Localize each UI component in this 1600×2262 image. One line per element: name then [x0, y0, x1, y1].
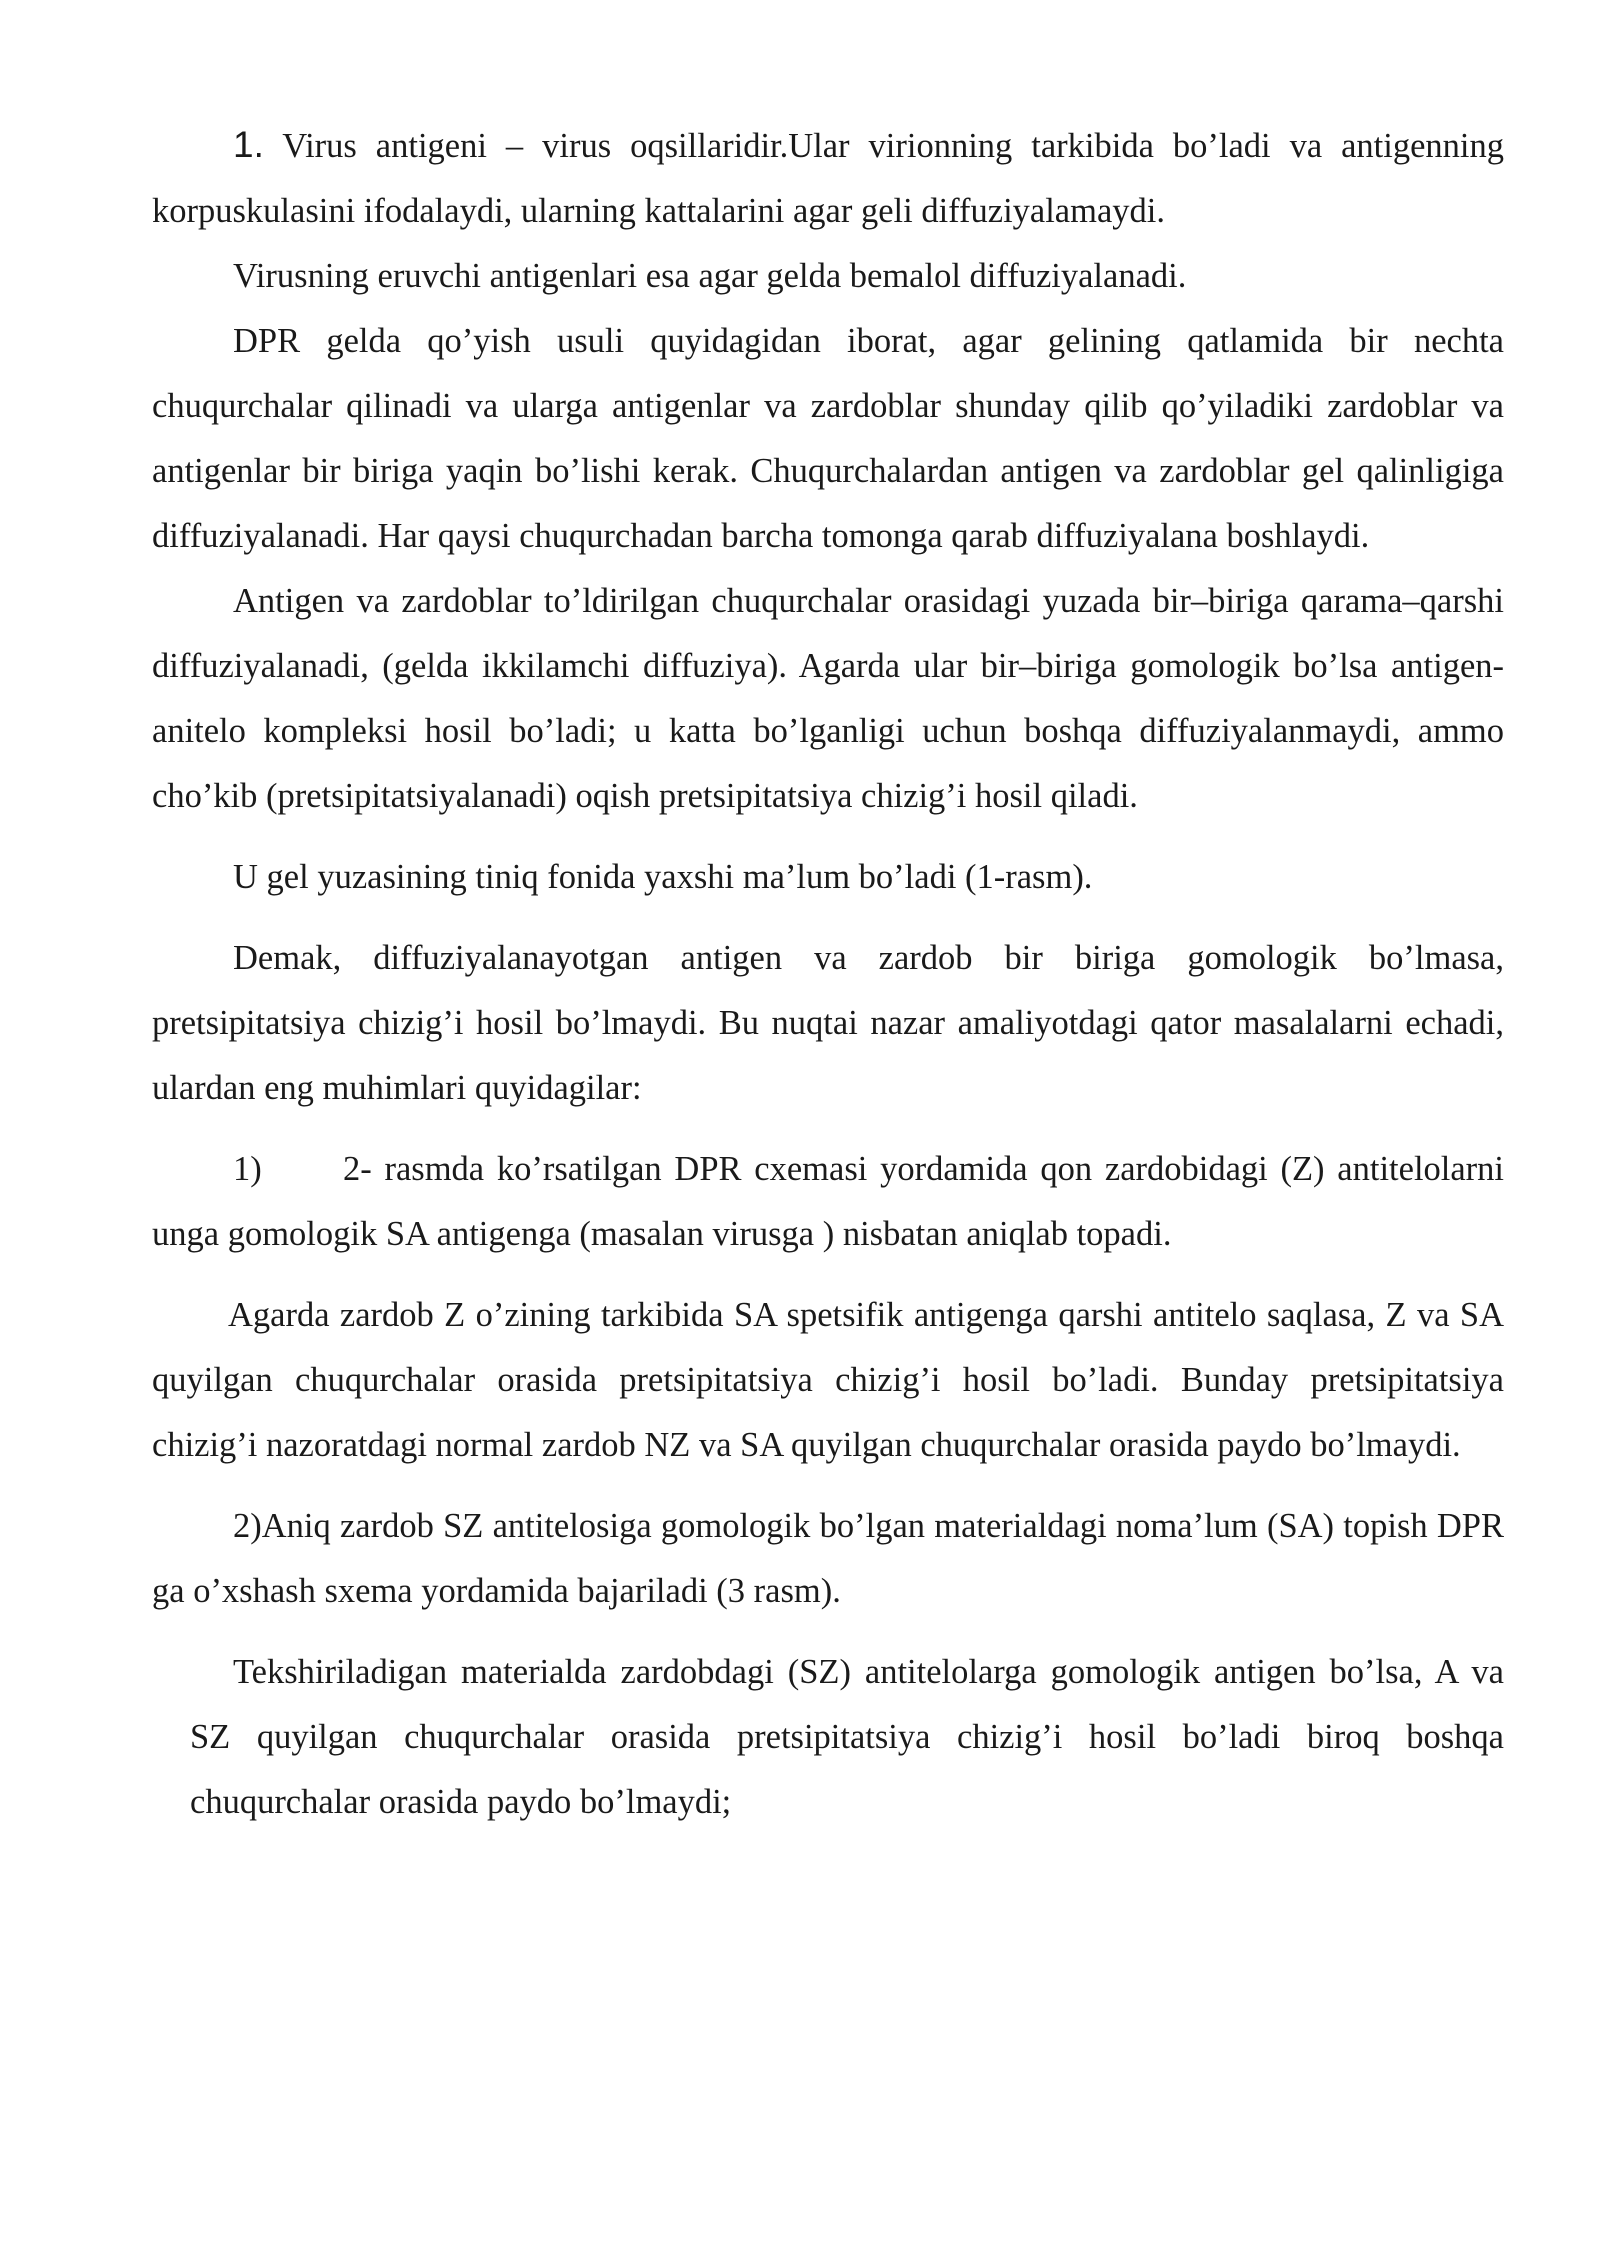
list-item-1-text: 2- rasmda ko’rsatilgan DPR cxemasi yordamida qon zardobidagi (Z) antitelolarni unga gomologik SA antigenga (masalan virusga ) nisbatan aniqlab topadi.: [152, 1150, 1504, 1253]
paragraph-1-text: Virus antigeni – virus oqsillaridir.Ular virionning tarkibida bo’ladi va antigenning korpuskulasini ifodalaydi, ularning kattalarini agar geli diffuziyalamaydi.: [152, 127, 1504, 230]
document-page: [152, 112, 1504, 1835]
list-item-1-number: 1): [233, 1150, 262, 1188]
paragraph-8: Agarda zardob Z o’zining tarkibida SA spetsifik antigenga qarshi antitelo saqlasa, Z va SA quyilgan chuqurchalar orasida pretsipitatsiya chizig’i hosil bo’ladi. Bunday pretsipitatsiya chizig’i nazoratdagi normal zardob NZ va SA quyilgan chuqurchalar orasida paydo bo’lmaydi.: [152, 1296, 1504, 1464]
paragraph-6: Demak, diffuziyalanayotgan antigen va zardob bir biriga gomologik bo’lmasa, pretsipitatsiya chizig’i hosil bo’lmaydi. Bu nuqtai nazar amaliyotdagi qator masalalarni echadi, ulardan eng muhimlari quyidagilar:: [152, 939, 1504, 1107]
paragraph-4: Antigen va zardoblar to’ldirilgan chuqurchalar orasidagi yuzada bir–biriga qarama–qarshi diffuziyalanadi, (gelda ikkilamchi diffuziya). Agarda ular bir–biriga gomologik bo’lsa antigen- anitelo kompleksi hosil bo’ladi; u katta bo’lganligi uchun boshqa diffuziyalanmaydi, ammo cho’kib (pretsipitatsiyalanadi) oqish pretsipitatsiya chizig’i hosil qiladi.: [152, 582, 1504, 815]
paragraph-10: Tekshiriladigan materialda zardobdagi (SZ) antitelolarga gomologik antigen bo’lsa, A va SZ quyilgan chuqurchalar orasida pretsipitatsiya chizig’i hosil bo’ladi biroq boshqa chuqurchalar orasida paydo bo’lmaydi;: [190, 1653, 1504, 1821]
list-item-2: 2)Aniq zardob SZ antitelosiga gomologik bo’lgan materialdagi noma’lum (SA) topish DPR ga o’xshash sxema yordamida bajariladi (3 rasm).: [152, 1507, 1504, 1610]
paragraph-3: DPR gelda qo’yish usuli quyidagidan iborat, agar gelining qatlamida bir nechta chuqurchalar qilinadi va ularga antigenlar va zardoblar shunday qilib qo’yiladiki zardoblar va antigenlar bir biriga yaqin bo’lishi kerak. Chuqurchalardan antigen va zardoblar gel qalinligiga diffuziyalanadi. Har qaysi chuqurchadan barcha tomonga qarab diffuziyalana boshlaydi.: [152, 322, 1504, 555]
list-item-1: [152, 1137, 1504, 1267]
paragraph-1: [152, 112, 1504, 244]
paragraph-2: Virusning eruvchi antigenlari esa agar gelda bemalol diffuziyalanadi.: [233, 257, 1187, 295]
paragraph-5: U gel yuzasining tiniq fonida yaxshi ma’lum bo’ladi (1-rasm).: [233, 858, 1093, 896]
paragraph-1-number: 1.: [233, 124, 264, 165]
